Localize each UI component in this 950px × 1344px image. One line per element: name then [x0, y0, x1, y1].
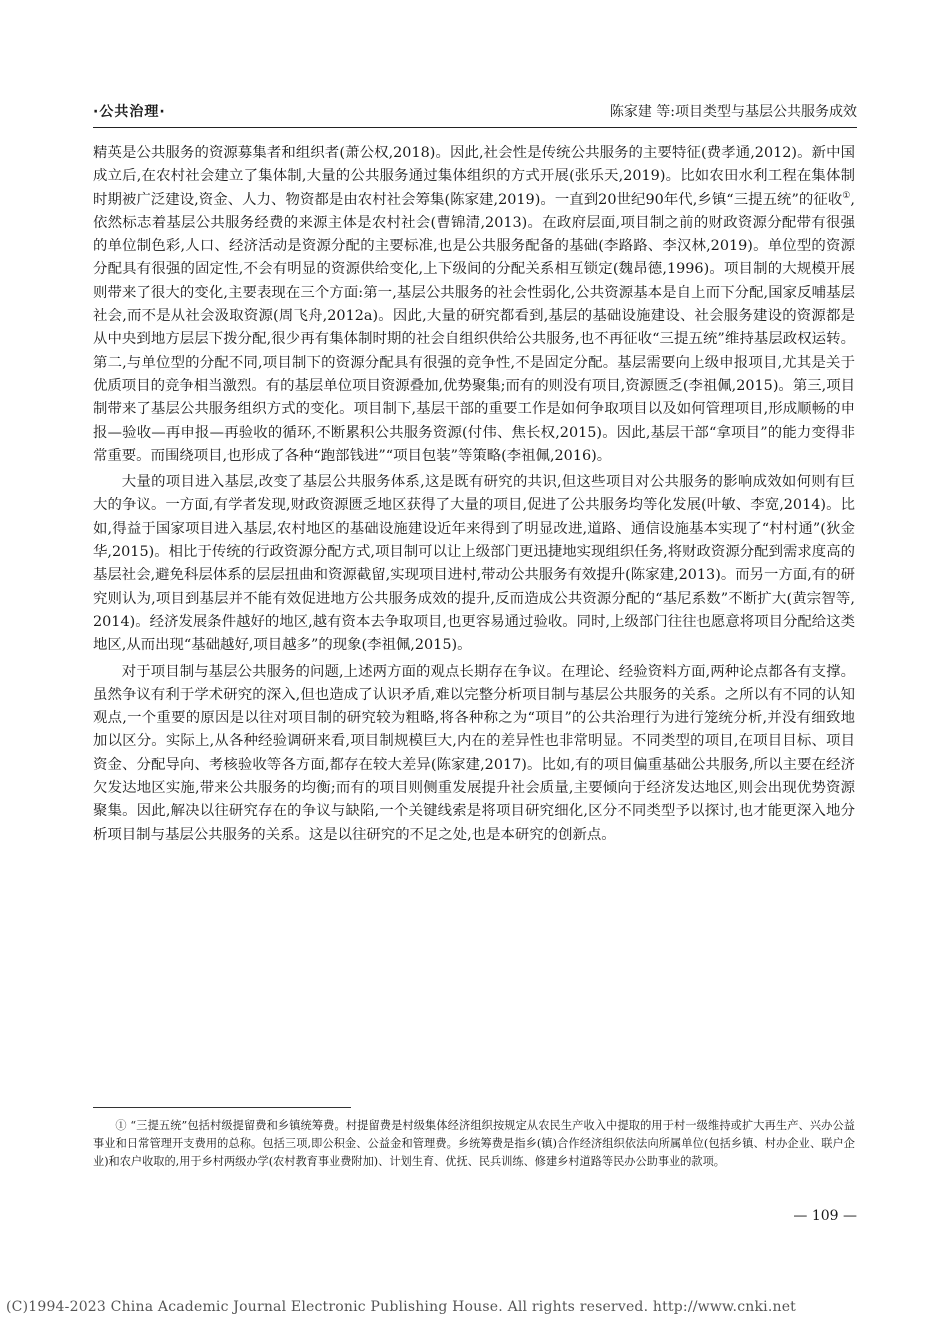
footnote-marker[interactable]: ① [842, 190, 851, 201]
running-header [93, 100, 857, 128]
page-number: — 109 — [793, 1208, 857, 1224]
footnote-divider [93, 1107, 351, 1108]
section-label: ·公共治理· [93, 104, 166, 120]
running-title: 陈家建 等:项目类型与基层公共服务成效 [609, 104, 857, 120]
article-body [93, 142, 855, 850]
paragraph-3: 对于项目制与基层公共服务的问题,上述两方面的观点长期存在争议。在理论、经验资料方面,两种论点都各有支撑。虽然争议有利于学术研究的深入,但也造成了认识矛盾,难以完整分析项目制与基层公共服务的关系。之所以有不同的认知观点,一个重要的原因是以往对项目制的研究较为粗略,将各种称之为“项目”的公共治理行为进行笼统分析,并没有细致地加以区分。实际上,从各种经验调研来看,项目制规模巨大,内在的差异性也非常明显。不同类型的项目,在项目目标、项目资金、分配导向、考核验收等各方面,都存在较大差异(陈家建,2017)。比如,有的项目偏重基础公共服务,所以主要在经济欠发达地区实施,带来公共服务的均衡;而有的项目则侧重发展提升社会质量,主要倾向于经济发达地区,则会出现优势资源聚集。因此,解决以往研究存在的争议与缺陷,一个关键线索是将项目研究细化,区分不同类型予以探讨,也才能更深入地分析项目制与基层公共服务的关系。这是以往研究的不足之处,也是本研究的创新点。 [93, 663, 855, 843]
paragraph-1-part-2: ,依然标志着基层公共服务经费的来源主体是农村社会(曹锦清,2013)。在政府层面,项目制之前的财政资源分配带有很强的单位制色彩,人口、经济活动是资源分配的主要标准,也是公共服务配备的基础(李路路、李汉林,2019)。单位型的资源分配具有很强的固定性,不会有明显的资源供给变化,上下级间的分配关系相互锁定(魏昂德,1996)。项目制的大规模开展则带来了很大的变化,主要表现在三个方面:第一,基层公共服务的社会性弱化,公共资源基本是自上而下分配,国家反哺基层社会,而不是从社会汲取资源(周飞舟,2012a)。因此,大量的研究都看到,基层的基础设施建设、社会服务建设的资源都是从中央到地方层层下拨分配,很少再有集体制时期的社会自组织供给公共服务,也不再征收“三提五统”维持基层政权运转。第二,与单位型的分配不同,项目制下的资源分配具有很强的竞争性,不是固定分配。基层需要向上级申报项目,尤其是关于优质项目的竞争相当激烈。有的基层单位项目资源叠加,优势聚集;而有的则没有项目,资源匮乏(李祖佩,2015)。第三,项目制带来了基层公共服务组织方式的变化。项目制下,基层干部的重要工作是如何争取项目以及如何管理项目,形成顺畅的申报—验收—再申报—再验收的循环,不断累积公共服务资源(付伟、焦长权,2015)。因此,基层干部“拿项目”的能力变得非常重要。而围绕项目,也形成了各种“跑部钱进”“项目包装”等策略(李祖佩,2016)。 [93, 191, 855, 464]
paragraph-1 [93, 142, 855, 468]
copyright-line: (C)1994-2023 China Academic Journal Electronic Publishing House. All rights reserved. http://www.cnki.net [6, 1299, 797, 1315]
paragraph-2: 大量的项目进入基层,改变了基层公共服务体系,这是既有研究的共识,但这些项目对公共服务的影响成效如何则有巨大的争议。一方面,有学者发现,财政资源匮乏地区获得了大量的项目,促进了公共服务均等化发展(叶敏、李宽,2014)。比如,得益于国家项目进入基层,农村地区的基础设施建设近年来得到了明显改进,道路、通信设施基本实现了“村村通”(狄金华,2015)。相比于传统的行政资源分配方式,项目制可以让上级部门更迅捷地实现组织任务,将财政资源分配到需求度高的基层社会,避免科层体系的层层扭曲和资源截留,实现项目进村,带动公共服务有效提升(陈家建,2013)。而另一方面,有的研究则认为,项目到基层并不能有效促进地方公共服务成效的提升,反而造成公共资源分配的“基尼系数”不断扩大(黄宗智等,2014)。经济发展条件越好的地区,越有资本去争取项目,也更容易通过验收。同时,上级部门往往也愿意将项目分配给这类地区,从而出现“基础越好,项目越多”的现象(李祖佩,2015)。 [93, 474, 855, 654]
footnote: ① “三提五统”包括村级提留费和乡镇统筹费。村提留费是村级集体经济组织按规定从农民生产收入中提取的用于村一级维持或扩大再生产、兴办公益事业和日常管理开支费用的总称。包括三项,即公积金、公益金和管理费。乡统筹费是指乡(镇)合作经济组织依法向所属单位(包括乡镇、村办企业、联户企业)和农户收取的,用于乡村两级办学(农村教育事业费附加)、计划生育、优抚、民兵训练、修建乡村道路等民办公助事业的款项。 [93, 1119, 855, 1168]
paragraph-1-part-1: 精英是公共服务的资源募集者和组织者(萧公权,2018)。因此,社会性是传统公共服务的主要特征(费孝通,2012)。新中国成立后,在农村社会建立了集体制,大量的公共服务通过集体组织的方式开展(张乐天,2019)。比如农田水利工程在集体制时期被广泛建设,资金、人力、物资都是由农村社会筹集(陈家建,2019)。一直到20世纪90年代,乡镇“三提五统”的征收 [93, 145, 855, 208]
